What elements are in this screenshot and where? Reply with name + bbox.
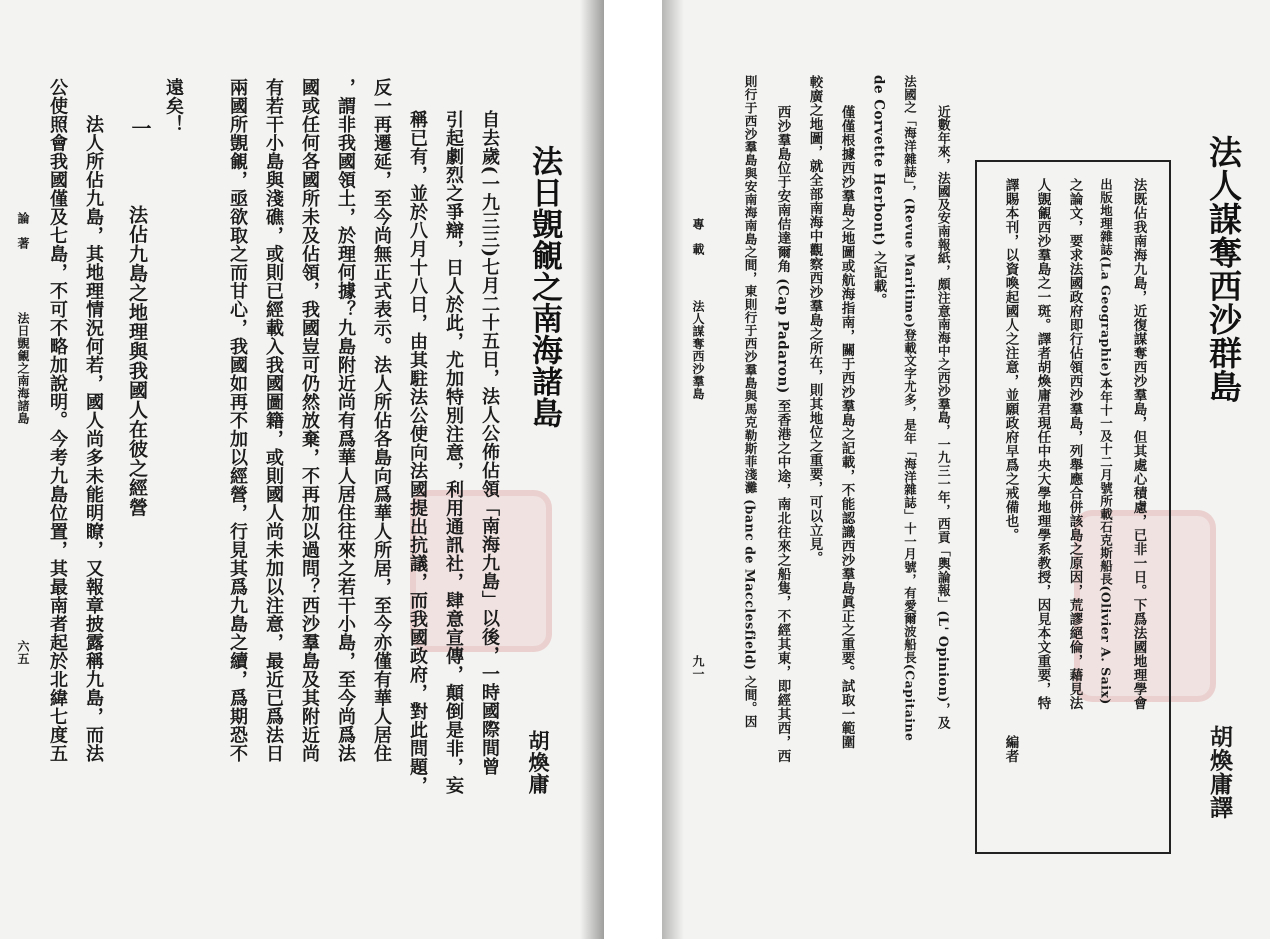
left-footer-title: 法日覬覦之南海諸島 [16,312,30,425]
left-body-column-8: 兩國所覬覦，亟欲取之而甘心，我國如再不加以經營，行見其爲九島之續，爲期恐不 [227,78,248,763]
right-body-column-5: 較廣之地圖，就全部南海中觀察西沙羣島之所在，則其地位之重要，可以立見。 [806,75,823,565]
left-footer-section: 論 著 [16,212,30,250]
left-body-column-4: 反一再遷延，至今尚無正式表示。法人所佔各島向爲華人所居，至今亦僅有華人居住 [371,78,392,763]
left-body-column-6: 國或任何各國所未及佔領，我國豈可仍然放棄，不再加以過問？西沙羣島及其附近尚 [299,78,320,763]
left-page-gutter-shadow [580,0,604,939]
left-body-column-1: 自去歲(一九三三)七月二十五日，法人公佈佔領「南海九島」以後，一時國際間曾 [479,110,500,776]
left-page-number: 六五 [16,640,30,665]
section-number: 一 [128,118,152,139]
right-page-title: 法人謀奪西沙群島 [1204,135,1243,403]
editor-note-column-5: 譯賜本刊，以資喚起國人之注意，並願政府早爲之戒備也。 [1002,178,1019,542]
left-body-column-9: 遠矣！ [163,78,184,134]
left-page-title: 法日覬覦之南海諸島 [526,145,562,429]
right-body-column-2: 法國之「海洋雜誌」，(Revue Maritime)登載文字尤多，是年「海洋雜誌」十一月號，有愛爾波船長(Capitaine [902,75,918,742]
left-page-author: 胡煥庸 [526,730,551,795]
right-body-column-6: 西沙羣島位于安南佶達爾角 (Cap Padaron) 至香港之中途，南北往來之船隻，不經其東，即經其西，西 [774,105,791,763]
right-body-column-3: de Corvette Herbont) 之記載。 [870,75,887,308]
editor-note-column-4: 人覬覦西沙羣島之一斑。譯者胡煥庸君現任中央大學地理學系教授，因見本文重要，特 [1034,178,1051,710]
left-body-column-2: 引起劇烈之爭辯，日人於此，尤加特別注意，利用通訊社，肆意宣傳，顛倒是非，妄 [443,110,464,795]
left-body-column-3: 稱已有，並於八月十八日，由其駐法公使向法國提出抗議，而我國政府，對此問題， [407,110,428,795]
left-section-column-1: 法人所佔九島，其地理情況何若，國人尚多未能明瞭，又報章披露稱九島，而法 [83,115,104,763]
right-body-column-4: 僅僅根據西沙羣島之地圖或航海指南，關于西沙羣島之記載，不能認識西沙羣島眞正之重要。試取一範圍 [838,105,855,749]
left-section-column-2: 公使照會我國僅及七島，不可不略加說明。今考九島位置，其最南者起於北緯七度五 [47,78,68,763]
editor-note-signature: 編者 [1002,735,1019,763]
right-page-number: 九一 [691,655,705,680]
right-page-translator: 胡煥庸譯 [1206,725,1233,819]
editor-note-column-2: 出版地理雜誌(La Geographie)本年十一及十二月號所載石克斯船長(Olivier A. Saix) [1098,178,1114,705]
left-body-column-7: 有若干小島與淺礁，或則已經載入我國圖籍，或則國人尚未加以注意，最近已爲法日 [263,78,284,763]
right-footer-title: 法人謀奪西沙羣島 [691,300,705,400]
right-body-column-1: 近數年來，法國及安南報紙，頗注意南海中之西沙羣島，一九三一年，西貢「輿論報」(L' Opinion)，及 [934,105,950,730]
right-body-column-7: 則行于西沙羣島與安南海南島之間，東則行于西沙羣島與馬克勒斯菲淺灘 (banc de Macclesfield) 之間。因 [742,75,758,728]
right-footer-section: 專 載 [691,218,705,256]
left-body-column-5: ，謂非我國領土，於理何據？九島附近尚有爲華人居住往來之若干小島，至今尚爲法 [335,78,356,763]
right-page-gutter-shadow [662,0,684,939]
editor-note-column-3: 之論文，要求法國政府即行佔領西沙羣島，列舉應合併該島之原因，荒謬絕倫，藉見法 [1066,178,1083,710]
editor-note-column-1: 法既佔我南海九島，近復謀奪西沙羣島，但其處心積慮，已非一日。下爲法國地理學會 [1130,178,1147,710]
section-heading: 法佔九島之地理與我國人在彼之經營 [126,205,148,517]
